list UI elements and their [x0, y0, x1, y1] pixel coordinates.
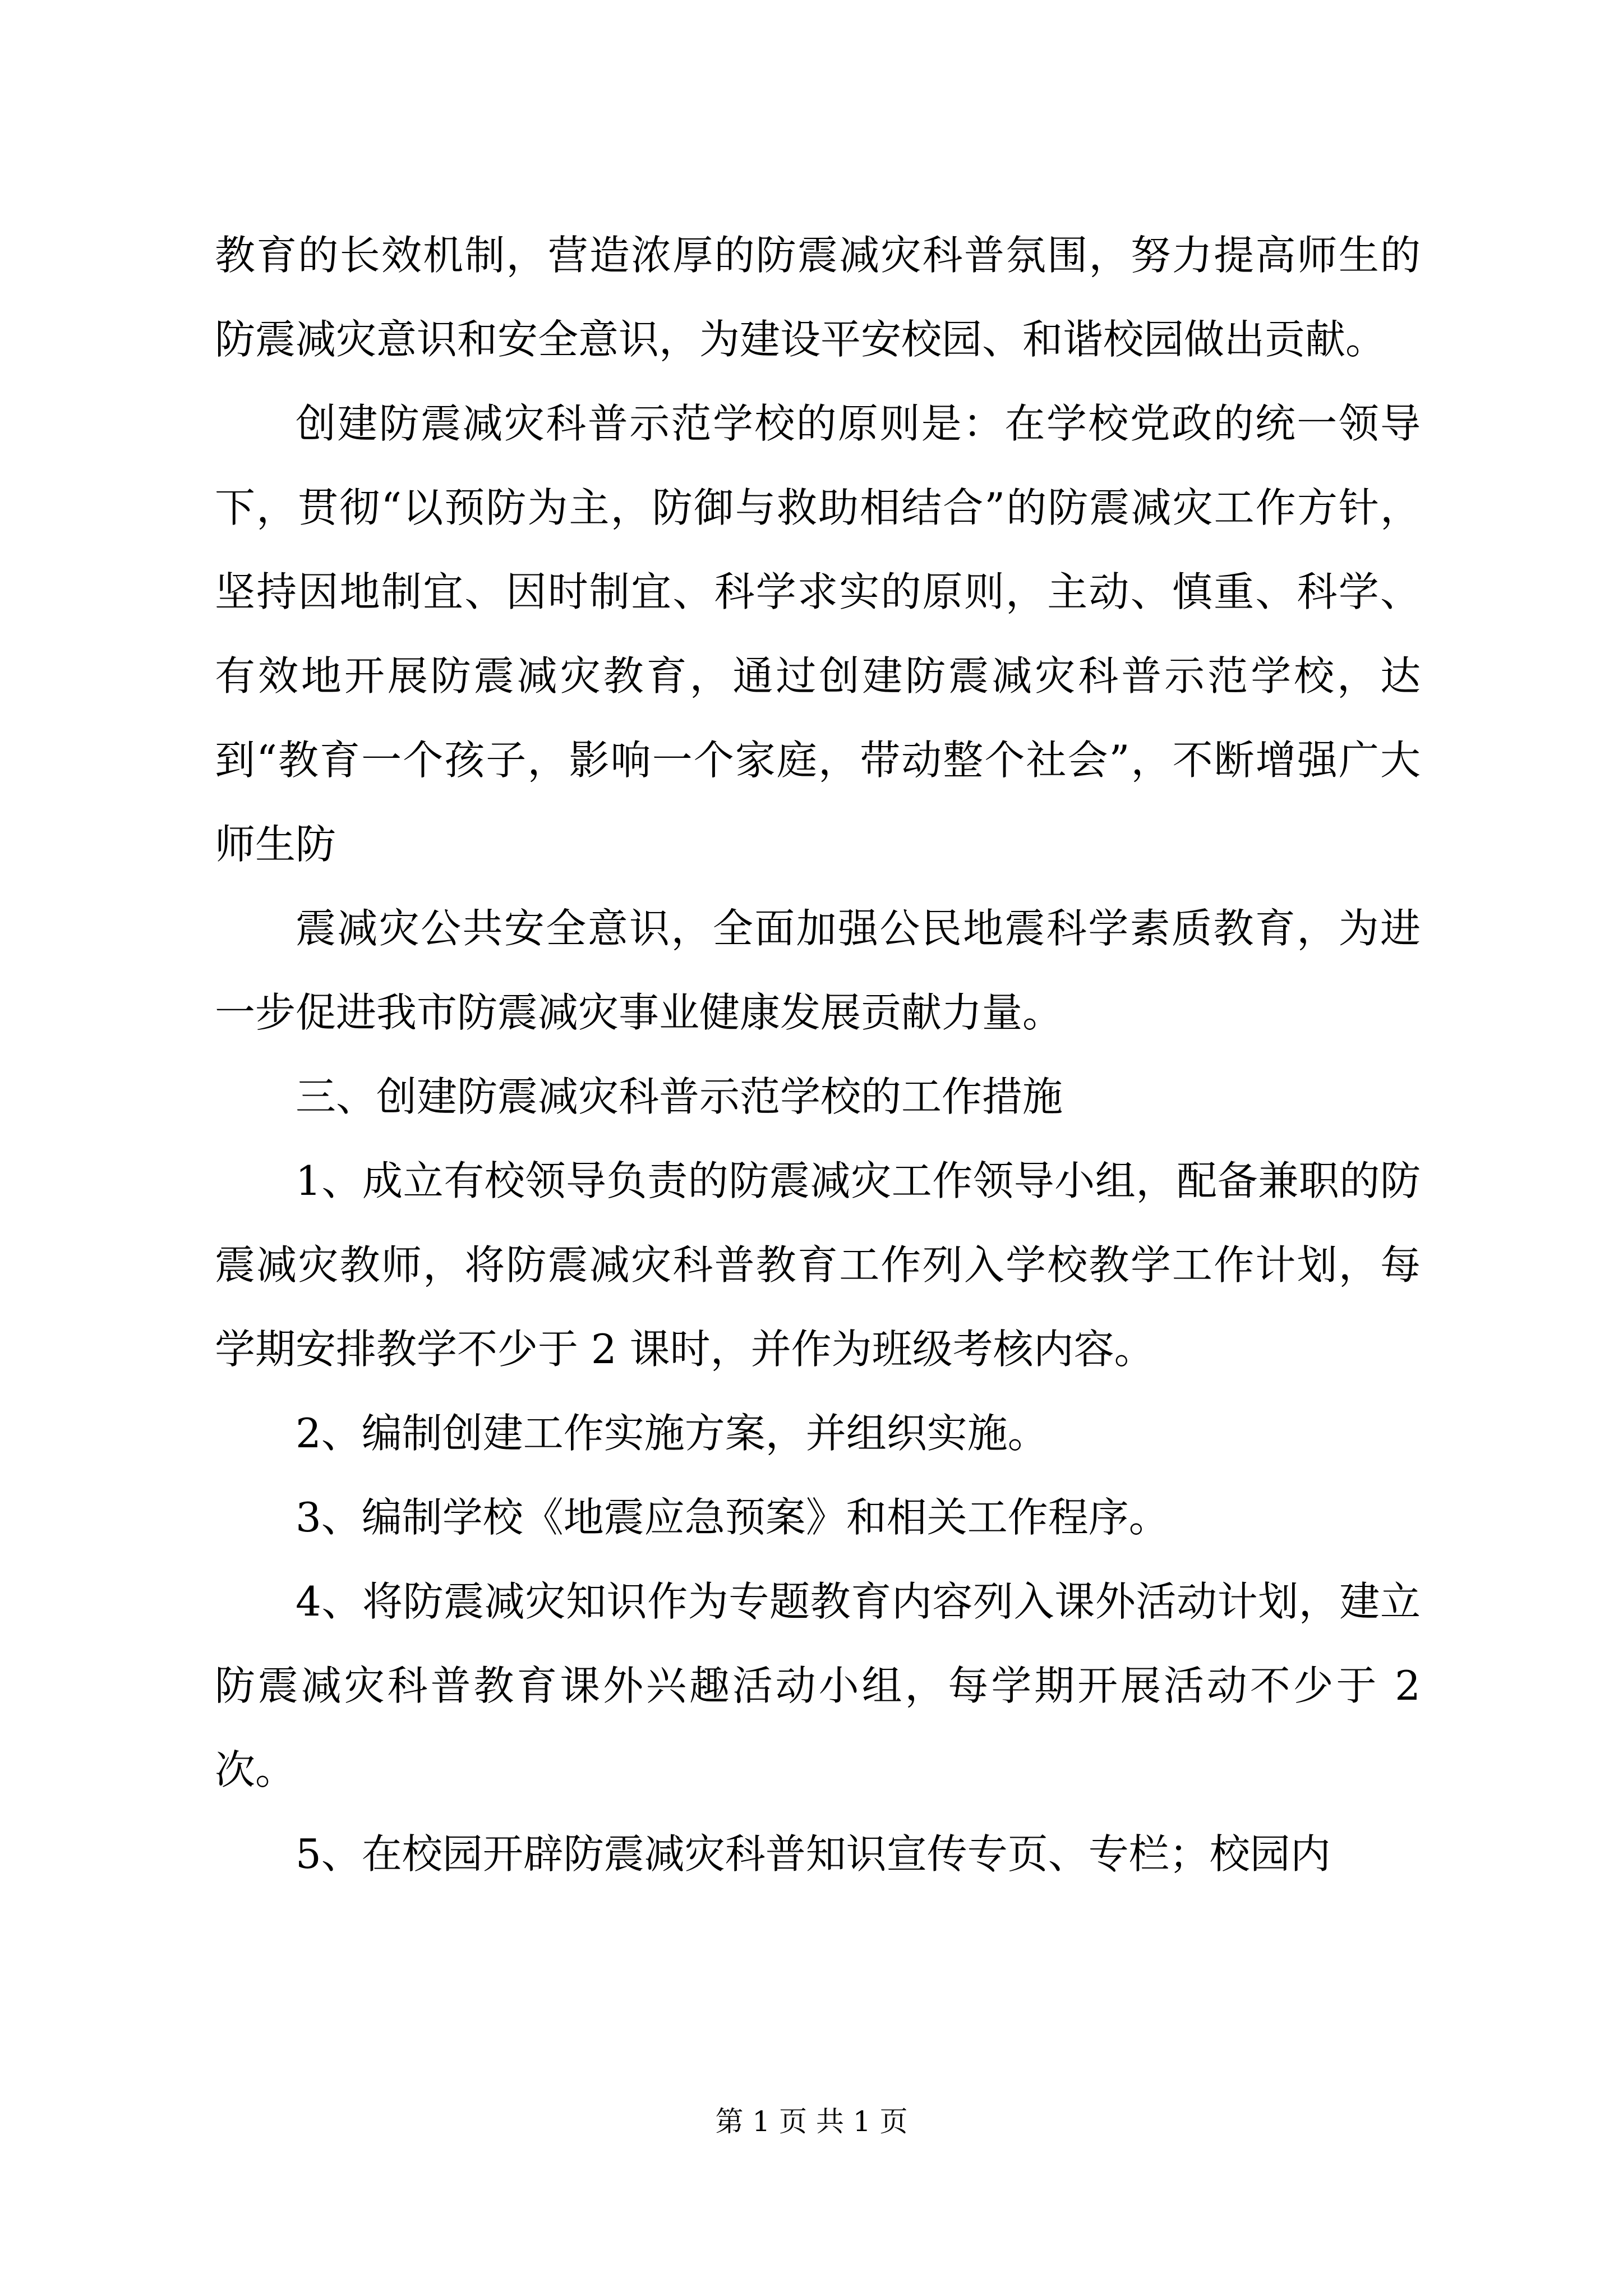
list-item-3: 3、编制学校《地震应急预案》和相关工作程序。 [296, 1494, 1169, 1541]
paragraph-principle-continued: 震减灾公共安全意识，全面加强公民地震科学素质教育，为进一步促进我市防震减灾事业健康发展贡献力量。 [215, 905, 1421, 1036]
document-body [215, 213, 1421, 1896]
list-item-4: 4、将防震减灾知识作为专题教育内容列入课外活动计划，建立防震减灾科普教育课外兴趣活动小组，每学期开展活动不少于 2 次。 [215, 1578, 1421, 1793]
list-item-2: 2、编制创建工作实施方案，并组织实施。 [296, 1410, 1048, 1457]
paragraph-continuation: 教育的长效机制，营造浓厚的防震减灾科普氛围，努力提高师生的防震减灾意识和安全意识，为建设平安校园、和谐校园做出贡献。 [215, 232, 1421, 363]
list-item-1: 1、成立有校领导负责的防震减灾工作领导小组，配备兼职的防震减灾教师，将防震减灾科普教育工作列入学校教学工作计划，每学期安排教学不少于 2 课时，并作为班级考核内容。 [215, 1157, 1421, 1373]
list-item-5: 5、在校园开辟防震减灾科普知识宣传专页、专栏；校园内 [296, 1830, 1331, 1878]
paragraph-principle: 创建防震减灾科普示范学校的原则是：在学校党政的统一领导下，贯彻“以预防为主，防御与救助相结合”的防震减灾工作方针，坚持因地制宜、因时制宜、科学求实的原则，主动、慎重、科学、有效地开展防震减灾教育，通过创建防震减灾科普示范学校，达到“教育一个孩子，影响一个家庭，带动整个社会”，不断增强广大师生防 [215, 400, 1421, 868]
page-footer: 第 1 页 共 1 页 [715, 2105, 908, 2138]
section-heading-measures: 三、创建防震减灾科普示范学校的工作措施 [296, 1073, 1063, 1120]
